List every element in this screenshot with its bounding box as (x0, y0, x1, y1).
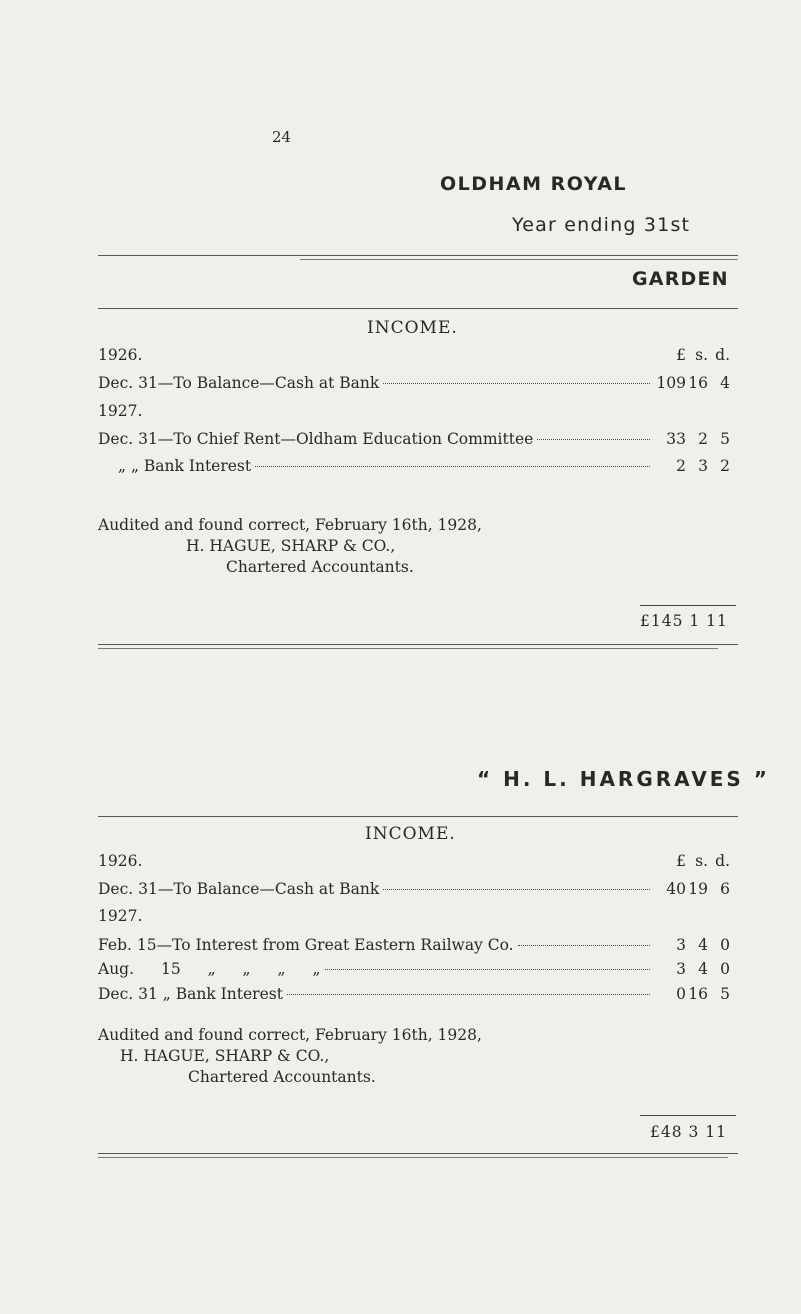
year-label: 1927. (98, 907, 143, 925)
divider (98, 308, 738, 309)
auditor-name: H. HAGUE, SHARP & CO., (186, 537, 396, 555)
row-label: Dec. 31—To Balance—Cash at Bank (98, 880, 380, 898)
divider (98, 648, 718, 649)
page-number: 24 (272, 128, 292, 146)
shillings-value: 4 (698, 960, 708, 978)
row-amount (652, 374, 730, 392)
pounds-value: 109 (656, 374, 686, 392)
row-label: Dec. 31—To Chief Rent—Oldham Education Committee (98, 430, 534, 448)
pence-value: 5 (720, 430, 730, 448)
heading-hargraves: “ H. L. HARGRAVES ” (477, 767, 770, 791)
leader-dots (383, 889, 650, 890)
divider (98, 816, 738, 817)
pounds-header: £ (676, 852, 686, 870)
audit-line: Audited and found correct, February 16th, 1928, (98, 1026, 482, 1044)
pence-value: 5 (720, 985, 730, 1003)
divider (98, 644, 738, 645)
shillings-header: s. (695, 852, 708, 870)
column-headers (652, 346, 730, 364)
pounds-value: 2 (676, 457, 686, 475)
ledger-row (98, 374, 654, 392)
ledger-row (98, 430, 654, 448)
total-amount: £145 1 11 (640, 612, 728, 630)
row-amount (652, 457, 730, 475)
ledger-row (98, 880, 654, 898)
row-amount (652, 936, 730, 954)
auditor-title: Chartered Accountants. (188, 1068, 376, 1086)
leader-dots (325, 969, 650, 970)
pence-header: d. (715, 852, 730, 870)
auditor-title: Chartered Accountants. (226, 558, 414, 576)
year-label: 1926. (98, 852, 143, 870)
ledger-row (98, 936, 654, 954)
row-label: Feb. 15—To Interest from Great Eastern Railway Co. (98, 936, 514, 954)
leader-dots (518, 945, 650, 946)
row-label: Aug. 15 „ „ „ „ (98, 960, 321, 978)
pence-value: 0 (720, 936, 730, 954)
ledger-row (98, 985, 654, 1003)
shillings-value: 4 (698, 936, 708, 954)
year-label: 1926. (98, 346, 143, 364)
pounds-value: 33 (666, 430, 686, 448)
divider (300, 259, 738, 260)
shillings-value: 2 (698, 430, 708, 448)
heading-garden: GARDEN (632, 268, 729, 290)
leader-dots (383, 383, 650, 384)
pounds-value: 0 (676, 985, 686, 1003)
heading-year-ending: Year ending 31st (512, 214, 691, 236)
shillings-value: 3 (698, 457, 708, 475)
pounds-header: £ (676, 346, 686, 364)
audit-note (98, 515, 482, 578)
leader-dots (255, 466, 650, 467)
heading-oldham-royal: OLDHAM ROYAL (440, 173, 628, 195)
shillings-value: 16 (688, 374, 708, 392)
row-amount (652, 985, 730, 1003)
row-label: Dec. 31 „ Bank Interest (98, 985, 283, 1003)
pence-value: 4 (720, 374, 730, 392)
ledger-row (118, 457, 654, 475)
shillings-value: 16 (688, 985, 708, 1003)
pence-header: d. (715, 346, 730, 364)
total-amount: £48 3 11 (650, 1123, 728, 1141)
row-amount (652, 430, 730, 448)
divider (98, 1153, 738, 1154)
ledger-row (98, 960, 654, 978)
total-rule (640, 1115, 736, 1116)
column-headers (652, 852, 730, 870)
row-label: „ „ Bank Interest (118, 457, 252, 475)
row-amount (652, 880, 730, 898)
pounds-value: 40 (666, 880, 686, 898)
section-title-income: INCOME. (367, 318, 458, 338)
auditor-name: H. HAGUE, SHARP & CO., (120, 1047, 330, 1065)
audit-line: Audited and found correct, February 16th, 1928, (98, 516, 482, 534)
shillings-header: s. (695, 346, 708, 364)
audit-note (98, 1025, 482, 1088)
year-label: 1927. (98, 402, 143, 420)
divider (98, 255, 738, 256)
pounds-value: 3 (676, 960, 686, 978)
row-amount (652, 960, 730, 978)
shillings-value: 19 (688, 880, 708, 898)
total-rule (640, 605, 736, 606)
leader-dots (287, 994, 650, 995)
section-title-income: INCOME. (365, 824, 456, 844)
divider (98, 1157, 728, 1158)
pence-value: 0 (720, 960, 730, 978)
leader-dots (537, 439, 650, 440)
row-label: Dec. 31—To Balance—Cash at Bank (98, 374, 380, 392)
pence-value: 2 (720, 457, 730, 475)
pence-value: 6 (720, 880, 730, 898)
pounds-value: 3 (676, 936, 686, 954)
